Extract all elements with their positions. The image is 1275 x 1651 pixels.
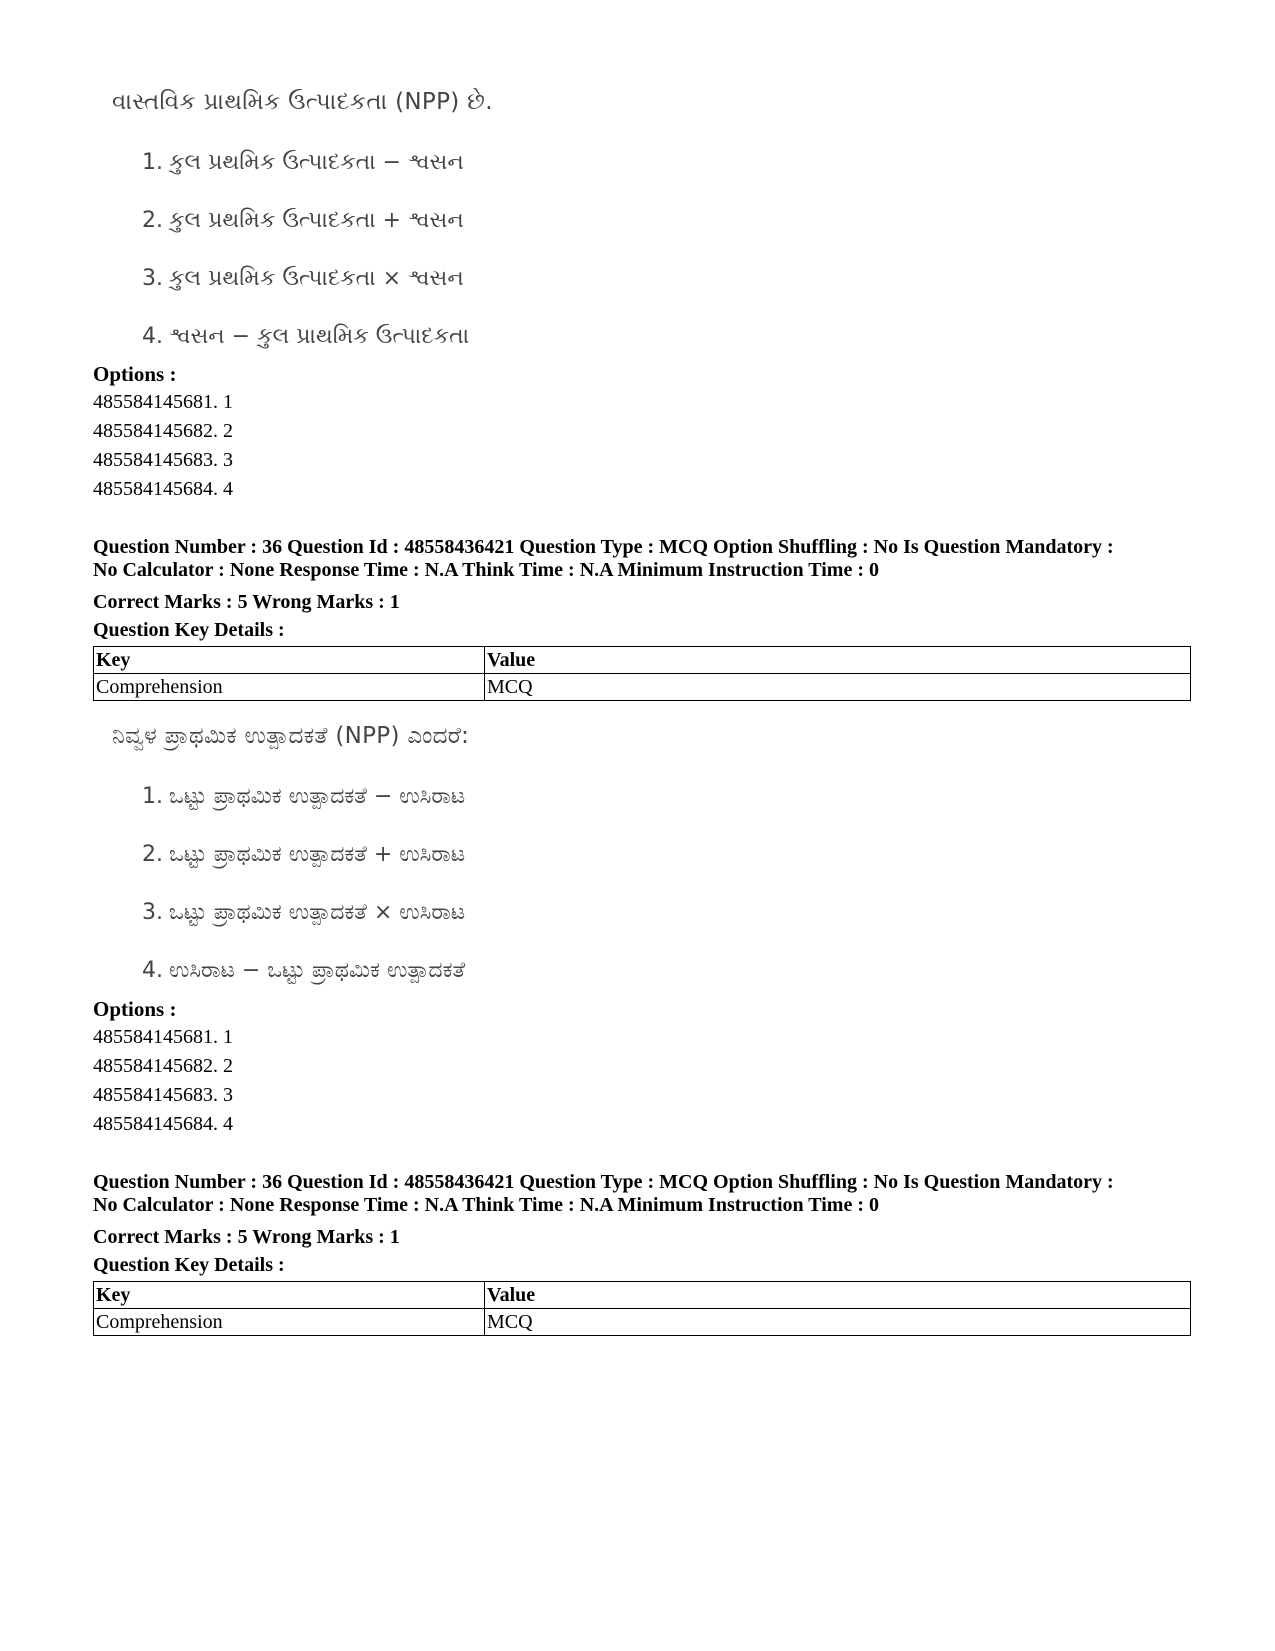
- question-choice-1: [142, 768, 732, 826]
- choice-text: ಉಸಿರಾಟ − ಒಟ್ಟು ಪ್ರಾಥಮಿಕ ಉತ್ಪಾದಕತೆ: [169, 958, 466, 983]
- choice-text: શ્વસન − કુલ પ્રાથમિક ઉત્પાદકતા: [169, 324, 470, 349]
- table-header-row: [94, 1282, 1191, 1309]
- choice-number: 1.: [142, 150, 163, 175]
- option-item: 485584145683. 3: [93, 1084, 233, 1106]
- choice-number: 3.: [142, 266, 163, 291]
- options-list: [93, 995, 693, 1139]
- marks-line: Correct Marks : 5 Wrong Marks : 1: [93, 591, 400, 613]
- table-header-row: [94, 647, 1191, 674]
- choice-number: 1.: [142, 784, 163, 809]
- table-cell-key: Comprehension: [94, 1309, 485, 1336]
- table-row: [94, 674, 1191, 701]
- option-item: 485584145682. 2: [93, 1055, 233, 1077]
- option-item: 485584145684. 4: [93, 478, 233, 500]
- marks-line: Correct Marks : 5 Wrong Marks : 1: [93, 1226, 400, 1248]
- question-meta-line-1: Question Number : 36 Question Id : 48558436421 Question Type : MCQ Option Shuffling : No Is Question Mandatory :: [93, 536, 1114, 558]
- question-meta: [93, 1171, 1193, 1336]
- choice-text: ಒಟ್ಟು ಪ್ರಾಥಮಿಕ ಉತ್ಪಾದಕತೆ × ಉಸಿರಾಟ: [169, 900, 466, 925]
- choice-text: કુલ પ્રથમિક ઉત્પાદકતા − શ્વસન: [169, 150, 464, 175]
- choice-text: ಒಟ್ಟು ಪ್ರಾಥಮಿಕ ಉತ್ಪಾದಕತೆ − ಉಸಿರಾಟ: [169, 784, 466, 809]
- question-choice-2: [142, 192, 732, 250]
- key-details-table: [93, 646, 1191, 701]
- question-stem: ನಿವ್ವಳ ಪ್ರಾಥಮಿಕ ಉತ್ಪಾದಕತೆ (NPP) ಎಂದರೆ:: [112, 723, 470, 749]
- choice-text: કુલ પ્રથમિક ઉત્પાદકતા × શ્વસન: [169, 266, 464, 291]
- question-image-kannada: [112, 716, 732, 1000]
- choice-text: ಒಟ್ಟು ಪ್ರಾಥಮಿಕ ಉತ್ಪಾದಕತೆ + ಉಸಿರಾಟ: [169, 842, 466, 867]
- choice-text: કુલ પ્રથમિક ઉત્પાદકતા + શ્વસન: [169, 208, 464, 233]
- question-image-gujarati: [112, 82, 732, 366]
- options-title: Options :: [93, 997, 177, 1021]
- option-item: 485584145684. 4: [93, 1113, 233, 1135]
- table-row: [94, 1309, 1191, 1336]
- question-choice-4: [142, 942, 732, 1000]
- table-cell-value: MCQ: [485, 674, 1191, 701]
- table-cell-key: Comprehension: [94, 674, 485, 701]
- table-header-key: Key: [94, 647, 485, 674]
- question-meta-line-1: Question Number : 36 Question Id : 48558436421 Question Type : MCQ Option Shuffling : No Is Question Mandatory :: [93, 1171, 1114, 1193]
- question-choice-2: [142, 826, 732, 884]
- options-title: Options :: [93, 362, 177, 386]
- key-details-title: Question Key Details :: [93, 619, 285, 641]
- question-meta: [93, 536, 1193, 701]
- options-list: [93, 360, 693, 504]
- option-item: 485584145681. 1: [93, 391, 233, 413]
- question-choice-1: [142, 134, 732, 192]
- table-cell-value: MCQ: [485, 1309, 1191, 1336]
- choice-number: 2.: [142, 208, 163, 233]
- option-item: 485584145683. 3: [93, 449, 233, 471]
- choice-number: 3.: [142, 900, 163, 925]
- table-header-value: Value: [485, 1282, 1191, 1309]
- question-stem: વાસ્તવિક પ્રાથમિક ઉત્પાદકતા (NPP) છે.: [112, 89, 493, 115]
- choice-number: 2.: [142, 842, 163, 867]
- question-choice-3: [142, 884, 732, 942]
- table-header-value: Value: [485, 647, 1191, 674]
- option-item: 485584145682. 2: [93, 420, 233, 442]
- table-header-key: Key: [94, 1282, 485, 1309]
- choice-number: 4.: [142, 958, 163, 983]
- question-meta-line-2: No Calculator : None Response Time : N.A Think Time : N.A Minimum Instruction Time : 0: [93, 1194, 879, 1216]
- question-choice-4: [142, 308, 732, 366]
- question-choice-3: [142, 250, 732, 308]
- key-details-table: [93, 1281, 1191, 1336]
- key-details-title: Question Key Details :: [93, 1254, 285, 1276]
- question-meta-line-2: No Calculator : None Response Time : N.A Think Time : N.A Minimum Instruction Time : 0: [93, 559, 879, 581]
- choice-number: 4.: [142, 324, 163, 349]
- option-item: 485584145681. 1: [93, 1026, 233, 1048]
